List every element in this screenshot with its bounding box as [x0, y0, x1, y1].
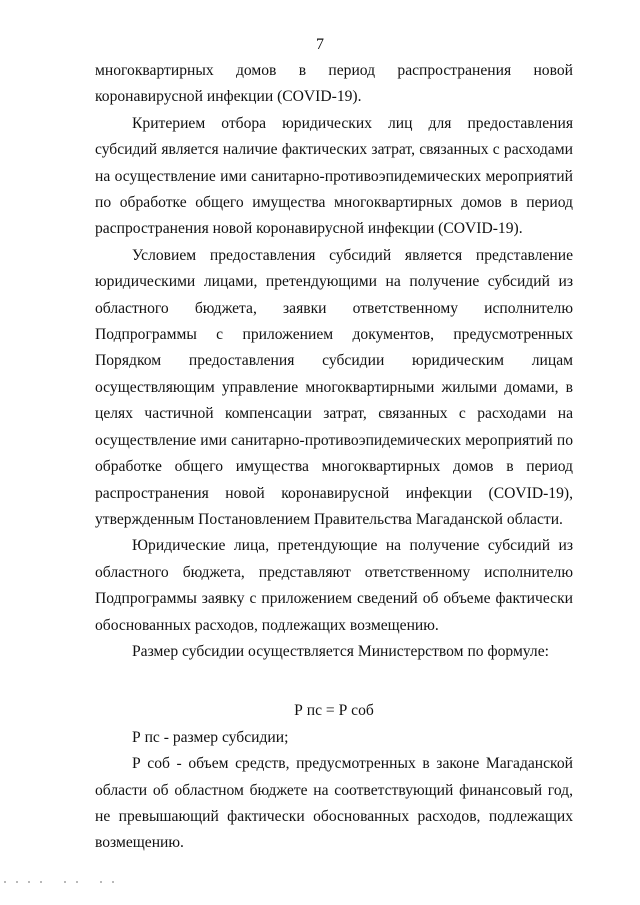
scan-dot	[112, 881, 114, 883]
paragraph-condition: Условием предоставления субсидий является представление юридическими лицами, претендующими на получение субсидий из областного бюджета, заявки ответственному исполнителю Подпрограммы с приложением документов, предусмотренных Порядком предоставления субсидии юридическим лицам осуществляющим управление многоквартирными жилыми домами, в целях частичной компенсации затрат, связанных с расходами на осуществление ими санитарно-противоэпидемических мероприятий по обработке общего имущества многоквартирных домов в период распространения новой коронавирусной инфекции (COVID-19), утвержденным Постановлением Правительства Магаданской области.	[95, 246, 573, 528]
paragraph-criterion: Критерием отбора юридических лиц для предоставления субсидий является наличие фактических затрат, связанных с расходами на осуществление ими санитарно-противоэпидемических мероприятий по обработке общего имущества многоквартирных домов в период распространения новой коронавирусной инфекции (COVID-19).	[95, 114, 573, 238]
scan-dot	[4, 881, 6, 883]
definition-p-sob: Р соб - объем средств, предусмотренных в законе Магаданской области об областном бюджете на соответствующий финансовый год, не превышающий фактически обоснованных расходов, подлежащих возмещению.	[95, 755, 573, 852]
scan-dot	[64, 881, 66, 883]
scan-dot	[100, 881, 102, 883]
scan-dot	[28, 881, 30, 883]
scan-dot	[76, 881, 78, 883]
subsidy-formula: Р пс = Р соб	[294, 702, 374, 720]
paragraph-applicants: Юридические лица, претендующие на получение субсидий из областного бюджета, представляют ответственному исполнителю Подпрограммы заявку с приложением сведений об объеме фактически обоснованных расходов, подлежащих возмещению.	[95, 537, 573, 634]
document-body	[95, 58, 573, 857]
scan-edge-marks	[0, 881, 140, 883]
scan-dot	[40, 881, 42, 883]
paragraph-continuation: многоквартирных домов в период распространения новой коронавирусной инфекции (COVID-19).	[95, 62, 573, 106]
paragraph-formula-intro: Размер субсидии осуществляется Министерством по формуле:	[132, 642, 549, 660]
scan-dot	[16, 881, 18, 883]
page-number: 7	[316, 36, 324, 53]
definition-p-ps: Р пс - размер субсидии;	[132, 728, 289, 746]
